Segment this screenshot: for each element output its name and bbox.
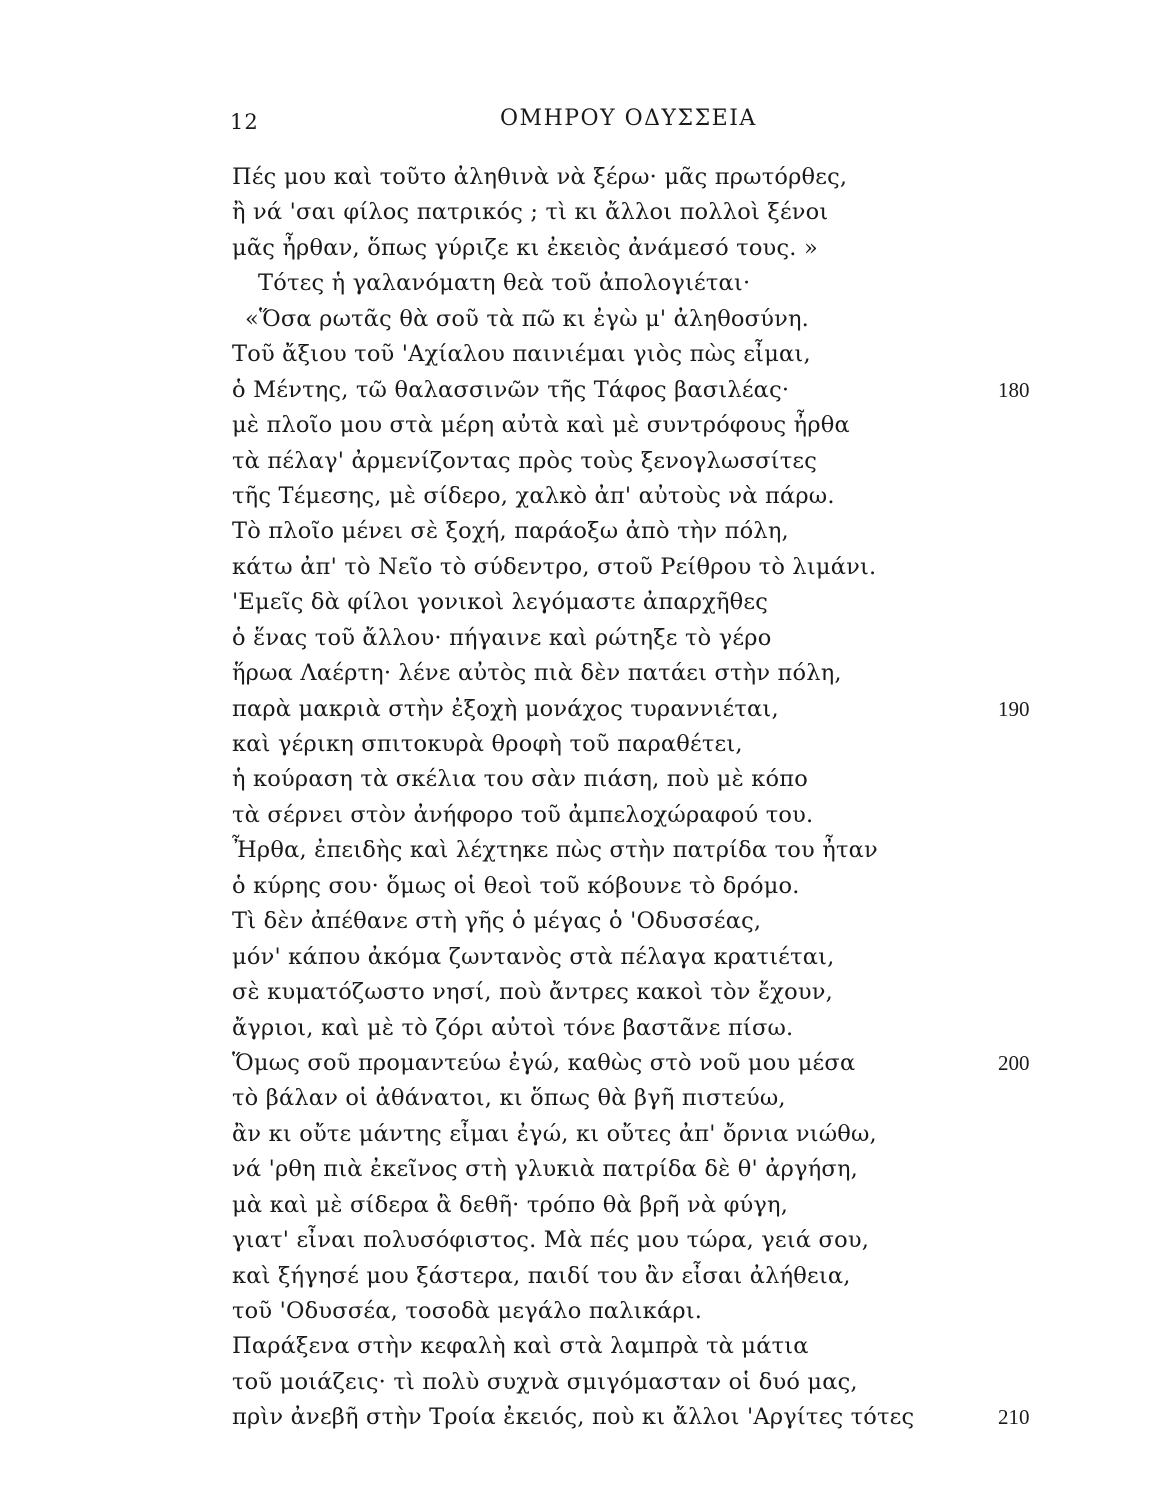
verse-line-text: ὁ κύρης σου· ὅμως οἱ θεοὶ τοῦ κόβουνε τὸ δρόμο.	[232, 872, 800, 899]
verse-line-text: «Ὅσα ρωτᾶς θὰ σοῦ τὰ πῶ κι ἐγὼ μ' ἀληθοσύνη.	[245, 305, 810, 332]
verse-line	[0, 1294, 1154, 1329]
verse-line-text: μὰ καὶ μὲ σίδερα ἂ δεθῆ· τρόπο θὰ βρῆ νὰ φύγη,	[232, 1191, 789, 1218]
verse-line	[0, 550, 1154, 585]
verse-line-text: γιατ' εἶναι πολυσόφιστος. Μὰ πές μου τώρα, γειά σου,	[232, 1227, 870, 1254]
verse-line-text: ἄγριοι, καὶ μὲ τὸ ζόρι αὐτοὶ τόνε βαστᾶνε πίσω.	[232, 1014, 794, 1041]
verse-line	[0, 231, 1154, 266]
verse-line	[0, 266, 1154, 301]
verse-line	[0, 444, 1154, 479]
verse-line-text: καὶ γέρικη σπιτοκυρὰ θροφὴ τοῦ παραθέτει,	[232, 731, 743, 757]
verse-line-text: τὰ σέρνει στὸν ἀνήφορο τοῦ ἀμπελοχώραφού του.	[232, 801, 814, 828]
line-number: 210	[998, 1405, 1030, 1430]
verse-line-text: ἢ νά 'σαι φίλος πατρικός ; τὶ κι ἄλλοι πολλοὶ ξένοι	[232, 199, 829, 226]
verse-line	[0, 833, 1154, 868]
verse-line-text: 'Εμεῖς δὰ φίλοι γονικοὶ λεγόμαστε ἀπαρχῆθες	[232, 589, 769, 616]
verse-line-text: τῆς Τέμεσης, μὲ σίδερο, χαλκὸ ἀπ' αὐτοὺς νὰ πάρω.	[232, 482, 835, 509]
verse-line	[0, 1329, 1154, 1364]
verse-line	[0, 1400, 1154, 1435]
verse-line-text: Τὸ πλοῖο μένει σὲ ξοχή, παράοξω ἀπὸ τὴν πόλη,	[232, 518, 789, 545]
verse-line	[0, 160, 1154, 195]
running-header	[0, 104, 1154, 140]
verse-line-text: ἥρωα Λαέρτη· λένε αὐτὸς πιὰ δὲν πατάει στὴν πόλη,	[232, 660, 842, 687]
verse-line-text: ἡ κούραση τὰ σκέλια του σὰν πιάση, ποὺ μὲ κόπο	[232, 766, 808, 793]
verse-line	[0, 195, 1154, 230]
verse-line-text: Ὅμως σοῦ προμαντεύω ἐγώ, καθὼς στὸ νοῦ μου μέσα	[232, 1049, 856, 1076]
verse-line	[0, 1365, 1154, 1400]
verse-line-text: μᾶς ἦρθαν, ὅπως γύριζε κι ἐκειὸς ἀνάμεσό τους. »	[232, 234, 818, 261]
verse-line	[0, 585, 1154, 620]
verse-line-text: μὲ πλοῖο μου στὰ μέρη αὐτὰ καὶ μὲ συντρόφους ἦρθα	[232, 412, 850, 439]
verse-line-text: τοῦ μοιάζεις· τὶ πολὺ συχνὰ σμιγόμασταν οἱ δυό μας,	[232, 1368, 858, 1395]
verse-line	[0, 514, 1154, 549]
verse-line	[0, 1011, 1154, 1046]
verse-line	[0, 1046, 1154, 1081]
verse-line	[0, 869, 1154, 904]
page-number: 12	[230, 110, 259, 134]
line-number: 190	[998, 696, 1030, 721]
verse-line-text: παρὰ μακριὰ στὴν ἐξοχὴ μονάχος τυραννιέται,	[232, 695, 779, 722]
verse-line	[0, 798, 1154, 833]
verse-line-text: ἂν κι οὔτε μάντης εἶμαι ἐγώ, κι οὔτες ἀπ' ὄρνια νιώθω,	[232, 1120, 877, 1147]
verse-line	[0, 1223, 1154, 1258]
verse-line-text: Τότες ἡ γαλανόματη θεὰ τοῦ ἀπολογιέται·	[258, 270, 751, 297]
verse-line	[0, 727, 1154, 762]
line-number: 200	[998, 1050, 1030, 1075]
verse-line-text: σὲ κυματόζωστο νησί, ποὺ ἄντρες κακοὶ τὸν ἔχουν,	[232, 979, 833, 1006]
verse-line-text: Πές μου καὶ τοῦτο ἀληθινὰ νὰ ξέρω· μᾶς πρωτόρθες,	[232, 164, 848, 190]
verse-line	[0, 1152, 1154, 1187]
verse-line-text: ὁ ἕνας τοῦ ἄλλου· πήγαινε καὶ ρώτηξε τὸ γέρο	[232, 624, 772, 651]
verse-line	[0, 656, 1154, 691]
verse-block	[0, 160, 1154, 1436]
verse-line-text: Τὶ δὲν ἀπέθανε στὴ γῆς ὁ μέγας ὁ 'Οδυσσέας,	[232, 908, 762, 935]
verse-line	[0, 373, 1154, 408]
line-number: 180	[998, 377, 1030, 402]
running-title: ΟΜΗΡΟΥ ΟΔΥΣΣΕΙΑ	[500, 106, 757, 131]
verse-line	[0, 762, 1154, 797]
verse-line-text: καὶ ξήγησέ μου ξάστερα, παιδί του ἂν εἶσαι ἀλήθεια,	[232, 1262, 851, 1289]
verse-line	[0, 1188, 1154, 1223]
verse-line	[0, 408, 1154, 443]
verse-line-text: τὸ βάλαν οἱ ἀθάνατοι, κι ὅπως θὰ βγῆ πιστεύω,	[232, 1085, 786, 1112]
verse-line	[0, 621, 1154, 656]
verse-line	[0, 337, 1154, 372]
verse-line	[0, 940, 1154, 975]
verse-line-text: τοῦ 'Οδυσσέα, τοσοδὰ μεγάλο παλικάρι.	[232, 1298, 703, 1324]
verse-line-text: Τοῦ ἄξιου τοῦ 'Αχίαλου παινιέμαι γιὸς πὼς εἶμαι,	[232, 341, 811, 368]
verse-line-text: Ἦρθα, ἐπειδὴς καὶ λέχτηκε πὼς στὴν πατρίδα του ἦταν	[232, 837, 878, 864]
verse-line	[0, 692, 1154, 727]
verse-line-text: νά 'ρθη πιὰ ἐκεῖνος στὴ γλυκιὰ πατρίδα δὲ θ' ἀργήση,	[232, 1156, 858, 1183]
verse-line-text: ὁ Μέντης, τῶ θαλασσινῶν τῆς Τάφος βασιλέας·	[232, 376, 790, 403]
verse-line	[0, 479, 1154, 514]
verse-line-text: μόν' κάπου ἀκόμα ζωντανὸς στὰ πέλαγα κρατιέται,	[232, 943, 835, 970]
verse-line	[0, 904, 1154, 939]
verse-line-text: τὰ πέλαγ' ἀρμενίζοντας πρὸς τοὺς ξενογλωσσίτες	[232, 447, 818, 474]
verse-line	[0, 1081, 1154, 1116]
verse-line	[0, 1259, 1154, 1294]
verse-line	[0, 1117, 1154, 1152]
verse-line	[0, 975, 1154, 1010]
verse-line-text: Παράξενα στὴν κεφαλὴ καὶ στὰ λαμπρὰ τὰ μάτια	[232, 1333, 809, 1360]
verse-line-text: πρὶν ἀνεβῆ στὴν Τροία ἐκειός, ποὺ κι ἄλλοι 'Αργίτες τότες	[232, 1404, 915, 1431]
verse-line	[0, 302, 1154, 337]
verse-line-text: κάτω ἀπ' τὸ Νεῖο τὸ σύδεντρο, στοῦ Ρείθρου τὸ λιμάνι.	[232, 553, 877, 580]
